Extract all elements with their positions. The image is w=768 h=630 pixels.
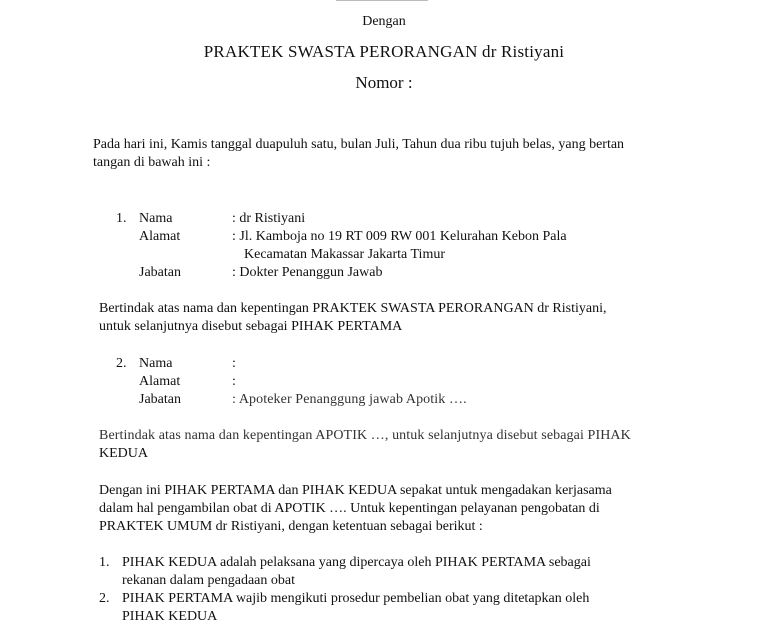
intro-line-1: Pada hari ini, Kamis tanggal duapuluh satu, bulan Juli, Tahun dua ribu tujuh belas, yang bertan (93, 137, 625, 152)
party1-name-label: Nama (139, 211, 173, 226)
party1-address-value-2: Kecamatan Makassar Jakarta Timur (244, 247, 445, 262)
agreement-line-1: Dengan ini PIHAK PERTAMA dan PIHAK KEDUA sepakat untuk mengadakan kerjasama (99, 483, 612, 498)
party2-number: 2. (116, 356, 127, 371)
party1-number: 1. (116, 211, 127, 226)
party2-address-value: : (232, 374, 236, 389)
party2-name-value: : (232, 356, 236, 371)
agreement-line-2: dalam hal pengambilan obat di APOTIK …. Untuk kepentingan pelayanan pengobatan di (99, 501, 600, 516)
header-dengan: Dengan (362, 14, 406, 29)
acting1-line-1: Bertindak atas nama dan kepentingan PRAKTEK SWASTA PERORANGAN dr Ristiyani, (99, 301, 607, 316)
term-2-number: 2. (99, 591, 110, 606)
term-2-line-2: PIHAK KEDUA (122, 609, 218, 624)
party1-position-value: : Dokter Penanggun Jawab (232, 265, 383, 280)
term-2-line-1: PIHAK PERTAMA wajib mengikuti prosedur pembelian obat yang ditetapkan oleh (122, 591, 590, 606)
party2-name-label: Nama (139, 356, 173, 371)
term-1-line-2: rekanan dalam pengadaan obat (122, 573, 295, 588)
acting2-line-2: KEDUA (99, 446, 148, 461)
acting2-line-1: Bertindak atas nama dan kepentingan APOTIK …, untuk selanjutnya disebut sebagai PIHAK (99, 428, 631, 443)
party1-address-value-1: : Jl. Kamboja no 19 RT 009 RW 001 Kelurahan Kebon Pala (232, 229, 567, 244)
intro-line-2: tangan di bawah ini : (93, 155, 211, 170)
term-1-number: 1. (99, 555, 110, 570)
party1-position-label: Jabatan (139, 265, 181, 280)
party1-address-label: Alamat (139, 229, 181, 244)
party2-position-label: Jabatan (139, 392, 181, 407)
party1-name-value: : dr Ristiyani (232, 211, 306, 226)
document-title: PRAKTEK SWASTA PERORANGAN dr Ristiyani (203, 42, 565, 61)
top-divider (336, 0, 428, 1)
term-1-line-1: PIHAK KEDUA adalah pelaksana yang dipercaya oleh PIHAK PERTAMA sebagai (122, 555, 591, 570)
agreement-line-3: PRAKTEK UMUM dr Ristiyani, dengan ketentuan sebagai berikut : (99, 519, 483, 534)
document-number: Nomor : (355, 73, 413, 92)
party2-position-value: : Apoteker Penanggung jawab Apotik …. (232, 392, 467, 407)
party2-address-label: Alamat (139, 374, 181, 389)
acting1-line-2: untuk selanjutnya disebut sebagai PIHAK PERTAMA (99, 319, 403, 334)
